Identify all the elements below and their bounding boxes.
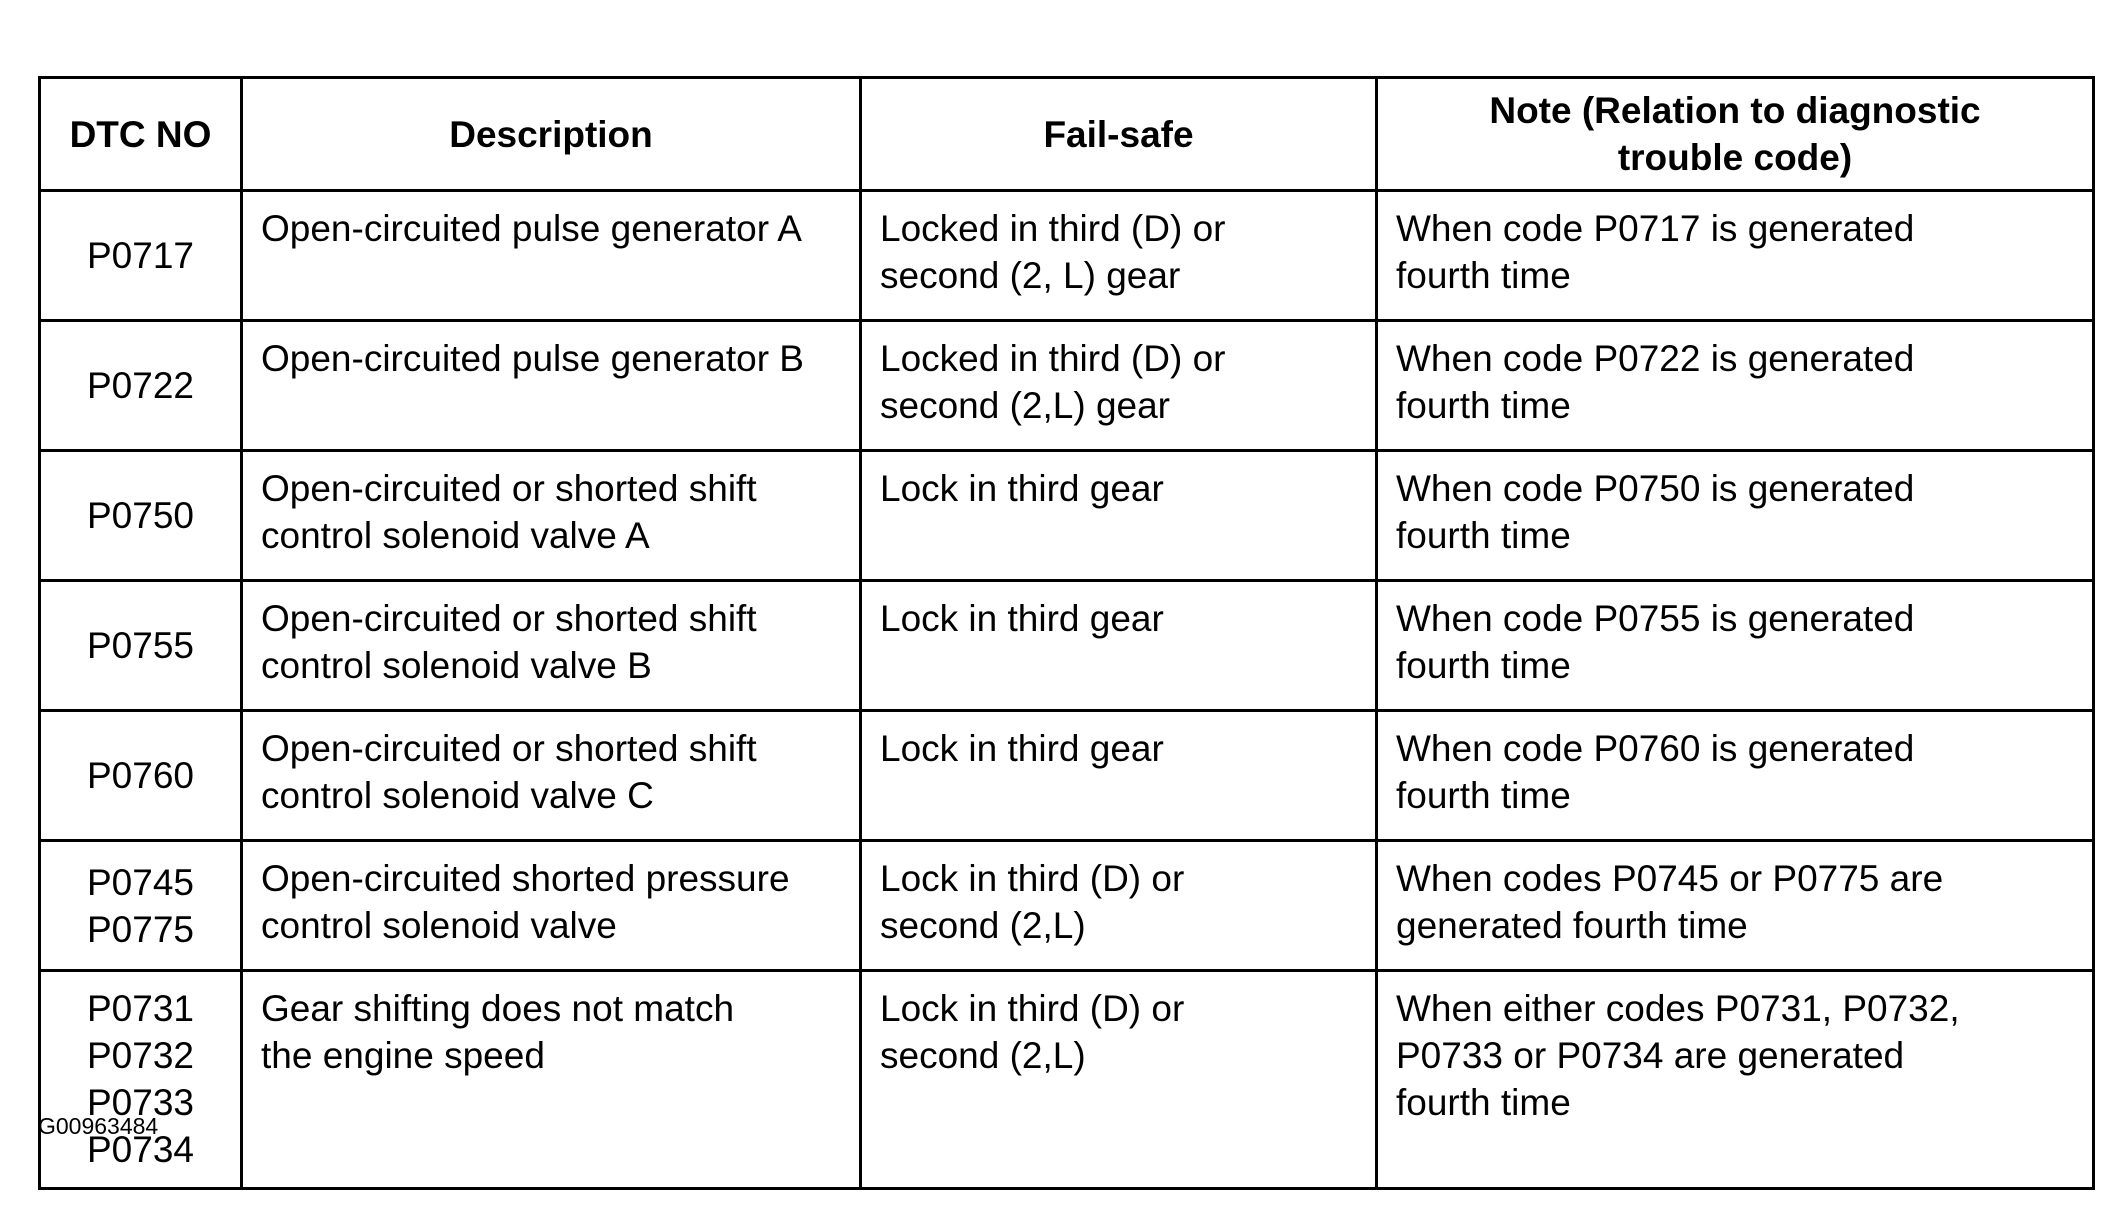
fail-safe-line: second (2,L) gear [880,385,1171,426]
description-line: Open-circuited pulse generator B [261,338,804,379]
note-line: fourth time [1396,775,1571,816]
description-line: control solenoid valve A [261,515,650,556]
description-line: Gear shifting does not match [261,988,735,1029]
description-line: control solenoid valve [261,905,617,946]
table-row [40,321,2094,451]
cell-description [242,191,861,321]
table-row [40,841,2094,971]
description-line: Open-circuited or shorted shift [261,468,757,509]
header-description: Description [242,78,861,191]
figure-id-label: G00963484 [38,1113,159,1139]
cell-description [242,321,861,451]
dtc-code: P0731 [87,988,194,1029]
fail-safe-line: Locked in third (D) or [880,338,1226,379]
fail-safe-line: second (2, L) gear [880,255,1181,296]
fail-safe-line: Locked in third (D) or [880,208,1226,249]
cell-note [1377,321,2094,451]
cell-dtc-no [40,191,242,321]
note-line: generated fourth time [1396,905,1748,946]
description-line: the engine speed [261,1035,545,1076]
fail-safe-line: second (2,L) [880,905,1086,946]
cell-dtc-no [40,321,242,451]
note-line: fourth time [1396,645,1571,686]
cell-note [1377,971,2094,1189]
cell-description [242,711,861,841]
cell-dtc-no [40,451,242,581]
dtc-code: P0745 [87,861,194,903]
note-line: When code P0760 is generated [1396,728,1915,769]
dtc-fail-safe-table [38,76,2095,1190]
cell-fail-safe [861,841,1377,971]
dtc-code: P0732 [87,1035,194,1076]
table-row [40,191,2094,321]
fail-safe-line: Lock in third gear [880,468,1164,509]
dtc-code: P0760 [87,755,194,796]
cell-dtc-no [40,841,242,971]
cell-note [1377,451,2094,581]
cell-fail-safe [861,451,1377,581]
cell-fail-safe [861,321,1377,451]
cell-description [242,451,861,581]
fail-safe-line: Lock in third (D) or [880,858,1185,899]
table-row [40,581,2094,711]
fail-safe-line: Lock in third gear [880,598,1164,639]
cell-dtc-no [40,971,242,1189]
cell-note [1377,191,2094,321]
header-note-text: Note (Relation to diagnostic trouble code) [1489,90,1981,178]
description-line: Open-circuited pulse generator A [261,208,802,249]
cell-fail-safe [861,191,1377,321]
note-line: When either codes P0731, P0732, [1396,988,1960,1029]
table-row [40,711,2094,841]
cell-fail-safe [861,581,1377,711]
dtc-code: P0734 [87,1129,194,1170]
table-body [40,191,2094,1189]
table-header-row [40,78,2094,191]
note-line: P0733 or P0734 are generated [1396,1035,1905,1076]
dtc-table-container [38,76,2092,1190]
note-line: When codes P0745 or P0775 are [1396,858,1944,899]
note-line: When code P0717 is generated [1396,208,1915,249]
note-line: When code P0722 is generated [1396,338,1915,379]
table-row [40,451,2094,581]
dtc-code: P0775 [87,908,194,950]
cell-description [242,581,861,711]
fail-safe-line: Lock in third gear [880,728,1164,769]
note-line: fourth time [1396,515,1571,556]
description-line: control solenoid valve C [261,775,654,816]
fail-safe-line: second (2,L) [880,1035,1086,1076]
cell-dtc-no [40,711,242,841]
fail-safe-line: Lock in third (D) or [880,988,1185,1029]
cell-description [242,841,861,971]
note-line: fourth time [1396,1082,1571,1123]
dtc-code: P0717 [87,235,194,276]
dtc-code: P0722 [87,365,194,406]
note-line: fourth time [1396,255,1571,296]
cell-note [1377,581,2094,711]
note-line: fourth time [1396,385,1571,426]
cell-description [242,971,861,1189]
table-row [40,971,2094,1189]
note-line: When code P0755 is generated [1396,598,1915,639]
cell-dtc-no [40,581,242,711]
dtc-code: P0755 [87,625,194,666]
cell-note [1377,841,2094,971]
header-fail-safe: Fail-safe [861,78,1377,191]
note-line: When code P0750 is generated [1396,468,1915,509]
cell-note [1377,711,2094,841]
dtc-code: P0733 [87,1082,194,1123]
cell-fail-safe [861,971,1377,1189]
description-line: control solenoid valve B [261,645,652,686]
description-line: Open-circuited or shorted shift [261,598,757,639]
header-dtc-no: DTC NO [40,78,242,191]
description-line: Open-circuited shorted pressure [261,858,790,899]
description-line: Open-circuited or shorted shift [261,728,757,769]
dtc-code: P0750 [87,495,194,536]
header-note [1377,78,2094,191]
cell-fail-safe [861,711,1377,841]
